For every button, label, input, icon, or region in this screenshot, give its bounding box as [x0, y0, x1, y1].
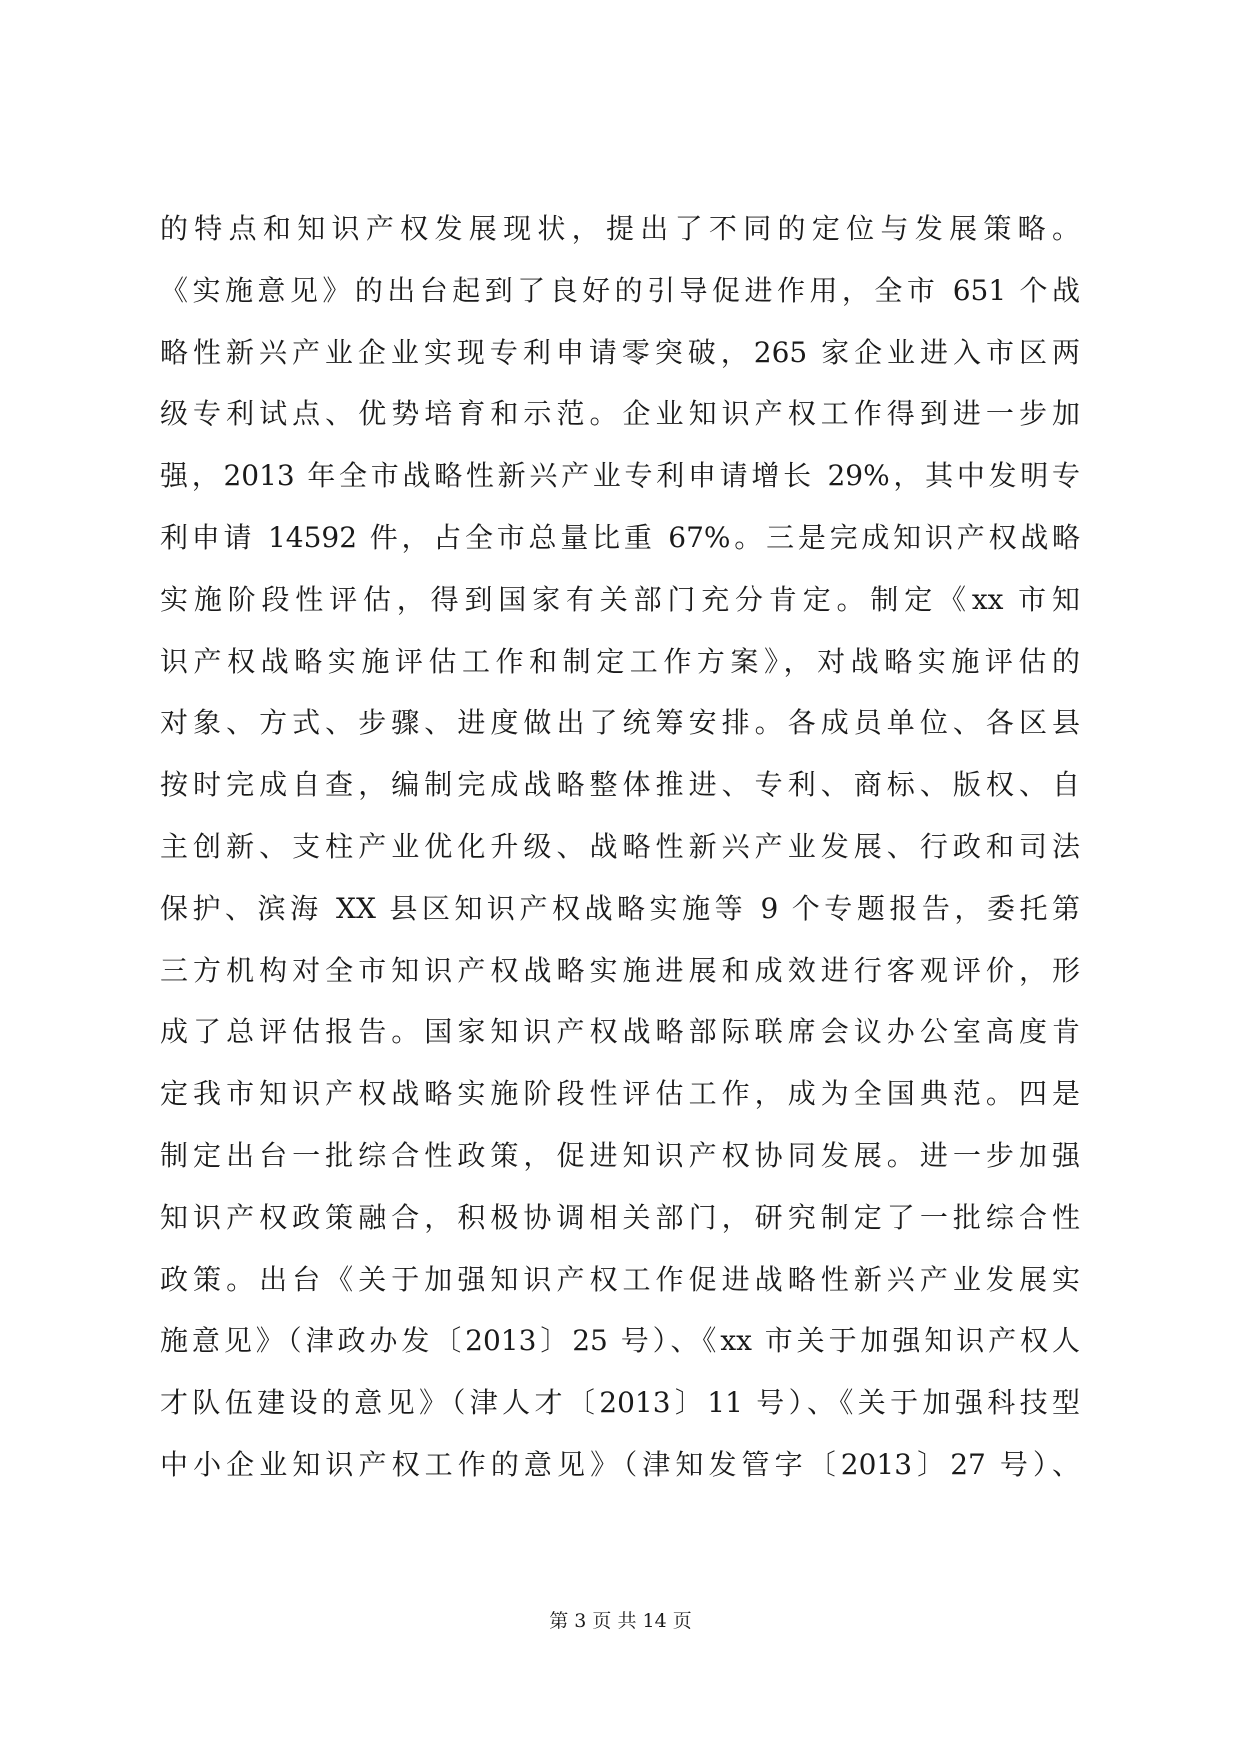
text-line: 《实施意见》的出台起到了良好的引导促进作用，全市 651 个战 [160, 273, 1080, 307]
page-number: 第 3 页 共 14 页 [549, 1610, 692, 1632]
text-line: 的特点和知识产权发展现状，提出了不同的定位与发展策略。 [160, 212, 1080, 245]
text-line: 按时完成自查，编制完成战略整体推进、专利、商标、版权、自 [160, 768, 1080, 802]
text-line: 施意见》（津政办发〔2013〕25 号）、《xx 市关于加强知识产权人 [160, 1324, 1080, 1358]
text-line: 实施阶段性评估，得到国家有关部门充分肯定。制定《xx 市知 [160, 582, 1080, 616]
text-line: 成了总评估报告。国家知识产权战略部际联席会议办公室高度肯 [160, 1015, 1080, 1049]
text-line: 才队伍建设的意见》（津人才〔2013〕11 号）、《关于加强科技型 [160, 1386, 1080, 1420]
text-line: 制定出台一批综合性政策，促进知识产权协同发展。进一步加强 [160, 1138, 1080, 1172]
text-line: 保护、滨海 XX 县区知识产权战略实施等 9 个专题报告，委托第 [160, 891, 1080, 925]
text-line: 知识产权政策融合，积极协调相关部门，研究制定了一批综合性 [160, 1200, 1080, 1234]
text-line: 对象、方式、步骤、进度做出了统筹安排。各成员单位、各区县 [160, 706, 1080, 740]
text-line: 政策。出台《关于加强知识产权工作促进战略性新兴产业发展实 [160, 1262, 1080, 1296]
text-line: 三方机构对全市知识产权战略实施进展和成效进行客观评价，形 [160, 953, 1080, 987]
text-line: 定我市知识产权战略实施阶段性评估工作，成为全国典范。四是 [160, 1077, 1080, 1111]
text-line: 级专利试点、优势培育和示范。企业知识产权工作得到进一步加 [160, 397, 1080, 431]
text-line: 利申请 14592 件，占全市总量比重 67%。三是完成知识产权战略 [160, 520, 1080, 554]
text-line: 中小企业知识产权工作的意见》（津知发管字〔2013〕27 号）、 [160, 1447, 1080, 1481]
text-line: 识产权战略实施评估工作和制定工作方案》，对战略实施评估的 [160, 644, 1080, 678]
text-line: 略性新兴产业企业实现专利申请零突破，265 家企业进入市区两 [160, 335, 1080, 369]
body-text [160, 198, 1080, 1496]
text-line: 主创新、支柱产业优化升级、战略性新兴产业发展、行政和司法 [160, 829, 1080, 863]
page-footer [0, 1606, 1241, 1633]
text-line: 强，2013 年全市战略性新兴产业专利申请增长 29%，其中发明专 [160, 459, 1080, 493]
